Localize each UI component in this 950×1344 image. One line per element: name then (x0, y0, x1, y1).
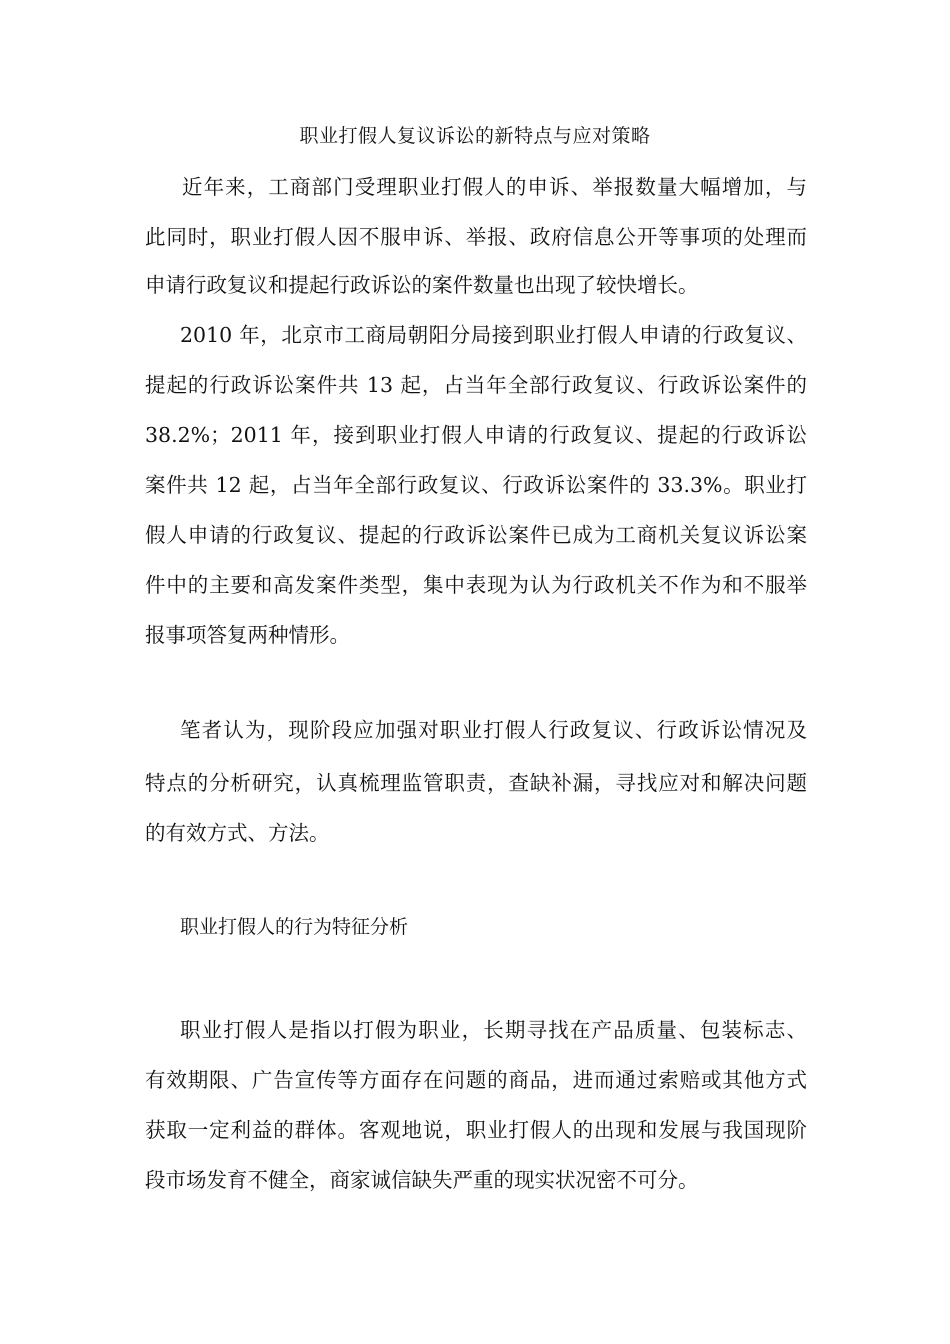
paragraph-line: 获取一定利益的群体。客观地说，职业打假人的出现和发展与我国现阶 (145, 1118, 807, 1142)
paragraph-line: 有效期限、广告宣传等方面存在问题的商品，进而通过索赔或其他方式 (145, 1068, 807, 1092)
paragraph-line: 报事项答复两种情形。 (145, 623, 350, 647)
paragraph-line: 的有效方式、方法。 (145, 821, 330, 845)
section-subheading: 职业打假人的行为特征分析 (180, 916, 409, 938)
document-title: 职业打假人复议诉讼的新特点与应对策略 (299, 125, 651, 147)
paragraph-line: 提起的行政诉讼案件共 13 起，占当年全部行政复议、行政诉讼案件的 (145, 373, 807, 397)
paragraph-line: 件中的主要和高发案件类型，集中表现为认为行政机关不作为和不服举 (145, 573, 807, 597)
paragraph-line: 申请行政复议和提起行政诉讼的案件数量也出现了较快增长。 (145, 273, 699, 297)
paragraph-line: 近年来，工商部门受理职业打假人的申诉、举报数量大幅增加，与 (182, 175, 807, 199)
paragraph-line: 特点的分析研究，认真梳理监管职责，查缺补漏，寻找应对和解决问题 (145, 771, 807, 795)
paragraph-line: 假人申请的行政复议、提起的行政诉讼案件已成为工商机关复议诉讼案 (145, 523, 807, 547)
paragraph-line: 笔者认为，现阶段应加强对职业打假人行政复议、行政诉讼情况及 (180, 718, 807, 742)
paragraph-line: 职业打假人是指以打假为职业，长期寻找在产品质量、包装标志、 (180, 1018, 807, 1042)
paragraph-line: 案件共 12 起，占当年全部行政复议、行政诉讼案件的 33.3%。职业打 (145, 473, 807, 497)
paragraph-line: 38.2%；2011 年，接到职业打假人申请的行政复议、提起的行政诉讼 (145, 423, 807, 447)
paragraph-line: 此同时，职业打假人因不服申诉、举报、政府信息公开等事项的处理而 (145, 225, 807, 249)
paragraph-line: 2010 年，北京市工商局朝阳分局接到职业打假人申请的行政复议、 (180, 323, 807, 347)
paragraph-line: 段市场发育不健全，商家诚信缺失严重的现实状况密不可分。 (145, 1168, 699, 1192)
